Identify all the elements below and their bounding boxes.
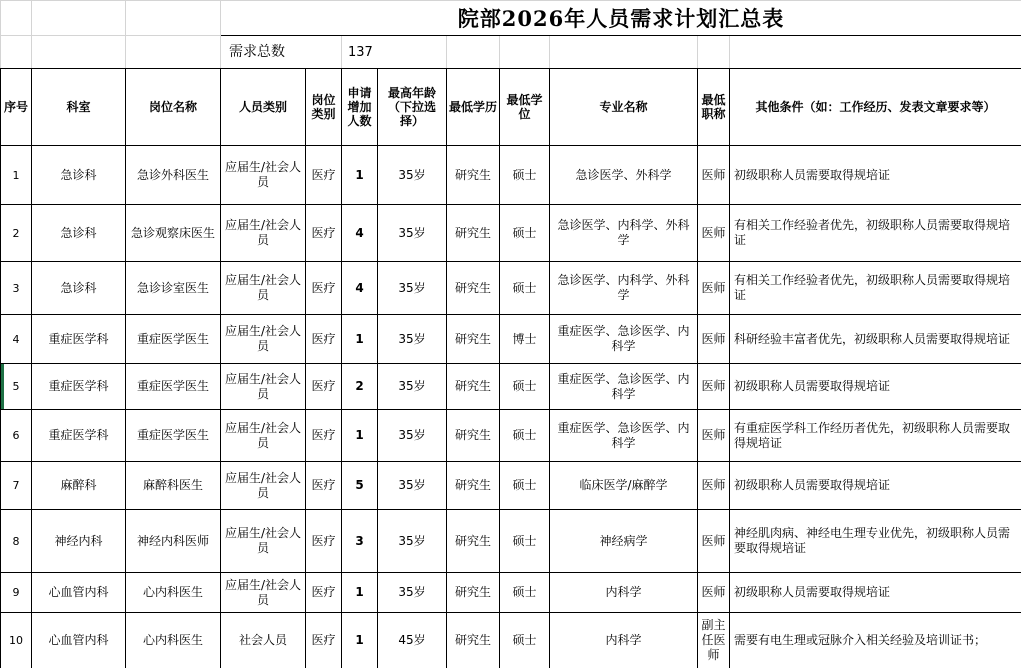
title-cell[interactable]: 医师	[698, 573, 730, 613]
cell[interactable]	[500, 36, 550, 69]
degree-cell[interactable]: 硕士	[500, 364, 550, 410]
dept-cell[interactable]: 急诊科	[32, 205, 126, 262]
header-other[interactable]: 其他条件（如：工作经历、发表文章要求等）	[730, 69, 1021, 146]
cell[interactable]	[550, 36, 698, 69]
title-row	[1, 1, 1021, 36]
sheet-title[interactable]: 院部2026年人员需求计划汇总表	[221, 1, 1021, 36]
row-number[interactable]: 8	[1, 510, 32, 573]
edu-cell[interactable]: 研究生	[447, 410, 500, 462]
row-number[interactable]: 4	[1, 315, 32, 364]
age-cell[interactable]: 35岁	[378, 315, 447, 364]
category-cell[interactable]: 社会人员	[221, 613, 306, 668]
table-row	[1, 364, 1021, 410]
cell[interactable]	[126, 1, 221, 36]
header-edu[interactable]: 最低学历	[447, 69, 500, 146]
position-cell[interactable]: 重症医学医生	[126, 315, 221, 364]
header-age[interactable]: 最高年龄（下拉选择）	[378, 69, 447, 146]
degree-cell[interactable]: 硕士	[500, 462, 550, 510]
category-cell[interactable]: 应届生/社会人员	[221, 315, 306, 364]
edu-cell[interactable]: 研究生	[447, 462, 500, 510]
count-cell[interactable]: 1	[342, 573, 378, 613]
category-cell[interactable]: 应届生/社会人员	[221, 573, 306, 613]
header-count[interactable]: 申请增加人数	[342, 69, 378, 146]
cell[interactable]	[32, 36, 126, 69]
edu-cell[interactable]: 研究生	[447, 613, 500, 668]
age-cell[interactable]: 35岁	[378, 462, 447, 510]
age-cell[interactable]: 35岁	[378, 146, 447, 205]
count-cell[interactable]: 3	[342, 510, 378, 573]
dept-cell[interactable]: 麻醉科	[32, 462, 126, 510]
header-category[interactable]: 人员类别	[221, 69, 306, 146]
table-row	[1, 262, 1021, 315]
count-cell[interactable]: 4	[342, 205, 378, 262]
title-cell[interactable]: 医师	[698, 146, 730, 205]
degree-cell[interactable]: 硕士	[500, 613, 550, 668]
table-row	[1, 510, 1021, 573]
header-position[interactable]: 岗位名称	[126, 69, 221, 146]
summary-label[interactable]: 需求总数	[221, 36, 342, 69]
row-number[interactable]: 10	[1, 613, 32, 668]
row-number[interactable]: 1	[1, 146, 32, 205]
degree-cell[interactable]: 硕士	[500, 573, 550, 613]
post-type-cell[interactable]: 医疗	[306, 262, 342, 315]
other-cell[interactable]: 初级职称人员需要取得规培证	[730, 573, 1021, 613]
row-number[interactable]: 3	[1, 262, 32, 315]
age-cell[interactable]: 45岁	[378, 613, 447, 668]
title-cell[interactable]: 医师	[698, 315, 730, 364]
category-cell[interactable]: 应届生/社会人员	[221, 146, 306, 205]
edu-cell[interactable]: 研究生	[447, 315, 500, 364]
category-cell[interactable]: 应届生/社会人员	[221, 364, 306, 410]
position-cell[interactable]: 心内科医生	[126, 573, 221, 613]
cell[interactable]	[126, 36, 221, 69]
edu-cell[interactable]: 研究生	[447, 205, 500, 262]
post-type-cell[interactable]: 医疗	[306, 573, 342, 613]
degree-cell[interactable]: 硕士	[500, 410, 550, 462]
dept-cell[interactable]: 心血管内科	[32, 573, 126, 613]
summary-row	[1, 36, 1021, 69]
major-cell[interactable]: 重症医学、急诊医学、内科学	[550, 315, 698, 364]
table-row	[1, 410, 1021, 462]
major-cell[interactable]: 神经病学	[550, 510, 698, 573]
edu-cell[interactable]: 研究生	[447, 573, 500, 613]
age-cell[interactable]: 35岁	[378, 510, 447, 573]
age-cell[interactable]: 35岁	[378, 573, 447, 613]
degree-cell[interactable]: 硕士	[500, 262, 550, 315]
category-cell[interactable]: 应届生/社会人员	[221, 410, 306, 462]
dept-cell[interactable]: 急诊科	[32, 262, 126, 315]
edu-cell[interactable]: 研究生	[447, 262, 500, 315]
post-type-cell[interactable]: 医疗	[306, 410, 342, 462]
header-no[interactable]: 序号	[1, 69, 32, 146]
cell[interactable]	[32, 1, 126, 36]
dept-cell[interactable]: 心血管内科	[32, 613, 126, 668]
degree-cell[interactable]: 硕士	[500, 205, 550, 262]
position-cell[interactable]: 神经内科医师	[126, 510, 221, 573]
row-number[interactable]: 7	[1, 462, 32, 510]
category-cell[interactable]: 应届生/社会人员	[221, 205, 306, 262]
count-cell[interactable]: 4	[342, 262, 378, 315]
table-row	[1, 613, 1021, 668]
table-row	[1, 146, 1021, 205]
table-row	[1, 462, 1021, 510]
degree-cell[interactable]: 博士	[500, 315, 550, 364]
title-cell[interactable]: 副主任医师	[698, 613, 730, 668]
header-major[interactable]: 专业名称	[550, 69, 698, 146]
age-cell[interactable]: 35岁	[378, 410, 447, 462]
dept-cell[interactable]: 重症医学科	[32, 410, 126, 462]
title-cell[interactable]: 医师	[698, 410, 730, 462]
category-cell[interactable]: 应届生/社会人员	[221, 462, 306, 510]
other-cell[interactable]: 初级职称人员需要取得规培证	[730, 364, 1021, 410]
position-cell[interactable]: 急诊观察床医生	[126, 205, 221, 262]
dept-cell[interactable]: 重症医学科	[32, 315, 126, 364]
position-cell[interactable]: 急诊诊室医生	[126, 262, 221, 315]
count-cell[interactable]: 1	[342, 315, 378, 364]
category-cell[interactable]: 应届生/社会人员	[221, 262, 306, 315]
row-number[interactable]: 5	[1, 364, 32, 410]
header-title[interactable]: 最低职称	[698, 69, 730, 146]
position-cell[interactable]: 心内科医生	[126, 613, 221, 668]
row-number[interactable]: 9	[1, 573, 32, 613]
age-cell[interactable]: 35岁	[378, 262, 447, 315]
position-cell[interactable]: 麻醉科医生	[126, 462, 221, 510]
other-cell[interactable]: 初级职称人员需要取得规培证	[730, 462, 1021, 510]
major-cell[interactable]: 重症医学、急诊医学、内科学	[550, 364, 698, 410]
cell[interactable]	[447, 36, 500, 69]
major-cell[interactable]: 急诊医学、外科学	[550, 146, 698, 205]
major-cell[interactable]: 急诊医学、内科学、外科学	[550, 205, 698, 262]
other-cell[interactable]: 科研经验丰富者优先，初级职称人员需要取得规培证	[730, 315, 1021, 364]
cell[interactable]	[1, 36, 32, 69]
header-degree[interactable]: 最低学位	[500, 69, 550, 146]
dept-cell[interactable]: 急诊科	[32, 146, 126, 205]
row-number[interactable]: 6	[1, 410, 32, 462]
major-cell[interactable]: 重症医学、急诊医学、内科学	[550, 410, 698, 462]
title-cell[interactable]: 医师	[698, 262, 730, 315]
table-row	[1, 573, 1021, 613]
dept-cell[interactable]: 神经内科	[32, 510, 126, 573]
count-cell[interactable]: 1	[342, 146, 378, 205]
count-cell[interactable]: 1	[342, 613, 378, 668]
other-cell[interactable]: 有相关工作经验者优先，初级职称人员需要取得规培证	[730, 262, 1021, 315]
header-row	[1, 69, 1021, 146]
post-type-cell[interactable]: 医疗	[306, 613, 342, 668]
category-cell[interactable]: 应届生/社会人员	[221, 510, 306, 573]
row-number[interactable]: 2	[1, 205, 32, 262]
age-cell[interactable]: 35岁	[378, 364, 447, 410]
other-cell[interactable]: 初级职称人员需要取得规培证	[730, 146, 1021, 205]
position-cell[interactable]: 急诊外科医生	[126, 146, 221, 205]
count-cell[interactable]: 2	[342, 364, 378, 410]
cell[interactable]	[1, 1, 32, 36]
table-row	[1, 205, 1021, 262]
table-row	[1, 315, 1021, 364]
cell[interactable]	[698, 36, 730, 69]
major-cell[interactable]: 内科学	[550, 613, 698, 668]
position-cell[interactable]: 重症医学医生	[126, 410, 221, 462]
post-type-cell[interactable]: 医疗	[306, 315, 342, 364]
title-cell[interactable]: 医师	[698, 364, 730, 410]
age-cell[interactable]: 35岁	[378, 205, 447, 262]
dept-cell[interactable]: 重症医学科	[32, 364, 126, 410]
post-type-cell[interactable]: 医疗	[306, 462, 342, 510]
count-cell[interactable]: 1	[342, 410, 378, 462]
other-cell[interactable]: 有相关工作经验者优先，初级职称人员需要取得规培证	[730, 205, 1021, 262]
other-cell[interactable]: 需要有电生理或冠脉介入相关经验及培训证书；	[730, 613, 1021, 668]
post-type-cell[interactable]: 医疗	[306, 364, 342, 410]
cell[interactable]	[730, 36, 1021, 69]
major-cell[interactable]: 临床医学/麻醉学	[550, 462, 698, 510]
major-cell[interactable]: 急诊医学、内科学、外科学	[550, 262, 698, 315]
edu-cell[interactable]: 研究生	[447, 146, 500, 205]
degree-cell[interactable]: 硕士	[500, 146, 550, 205]
position-cell[interactable]: 重症医学医生	[126, 364, 221, 410]
edu-cell[interactable]: 研究生	[447, 510, 500, 573]
other-cell[interactable]: 神经肌肉病、神经电生理专业优先，初级职称人员需要取得规培证	[730, 510, 1021, 573]
header-post-type[interactable]: 岗位类别	[306, 69, 342, 146]
post-type-cell[interactable]: 医疗	[306, 510, 342, 573]
summary-value[interactable]: 137	[342, 36, 447, 69]
post-type-cell[interactable]: 医疗	[306, 205, 342, 262]
title-cell[interactable]: 医师	[698, 510, 730, 573]
header-dept[interactable]: 科室	[32, 69, 126, 146]
count-cell[interactable]: 5	[342, 462, 378, 510]
degree-cell[interactable]: 硕士	[500, 510, 550, 573]
title-cell[interactable]: 医师	[698, 205, 730, 262]
edu-cell[interactable]: 研究生	[447, 364, 500, 410]
post-type-cell[interactable]: 医疗	[306, 146, 342, 205]
other-cell[interactable]: 有重症医学科工作经历者优先，初级职称人员需要取得规培证	[730, 410, 1021, 462]
title-cell[interactable]: 医师	[698, 462, 730, 510]
major-cell[interactable]: 内科学	[550, 573, 698, 613]
